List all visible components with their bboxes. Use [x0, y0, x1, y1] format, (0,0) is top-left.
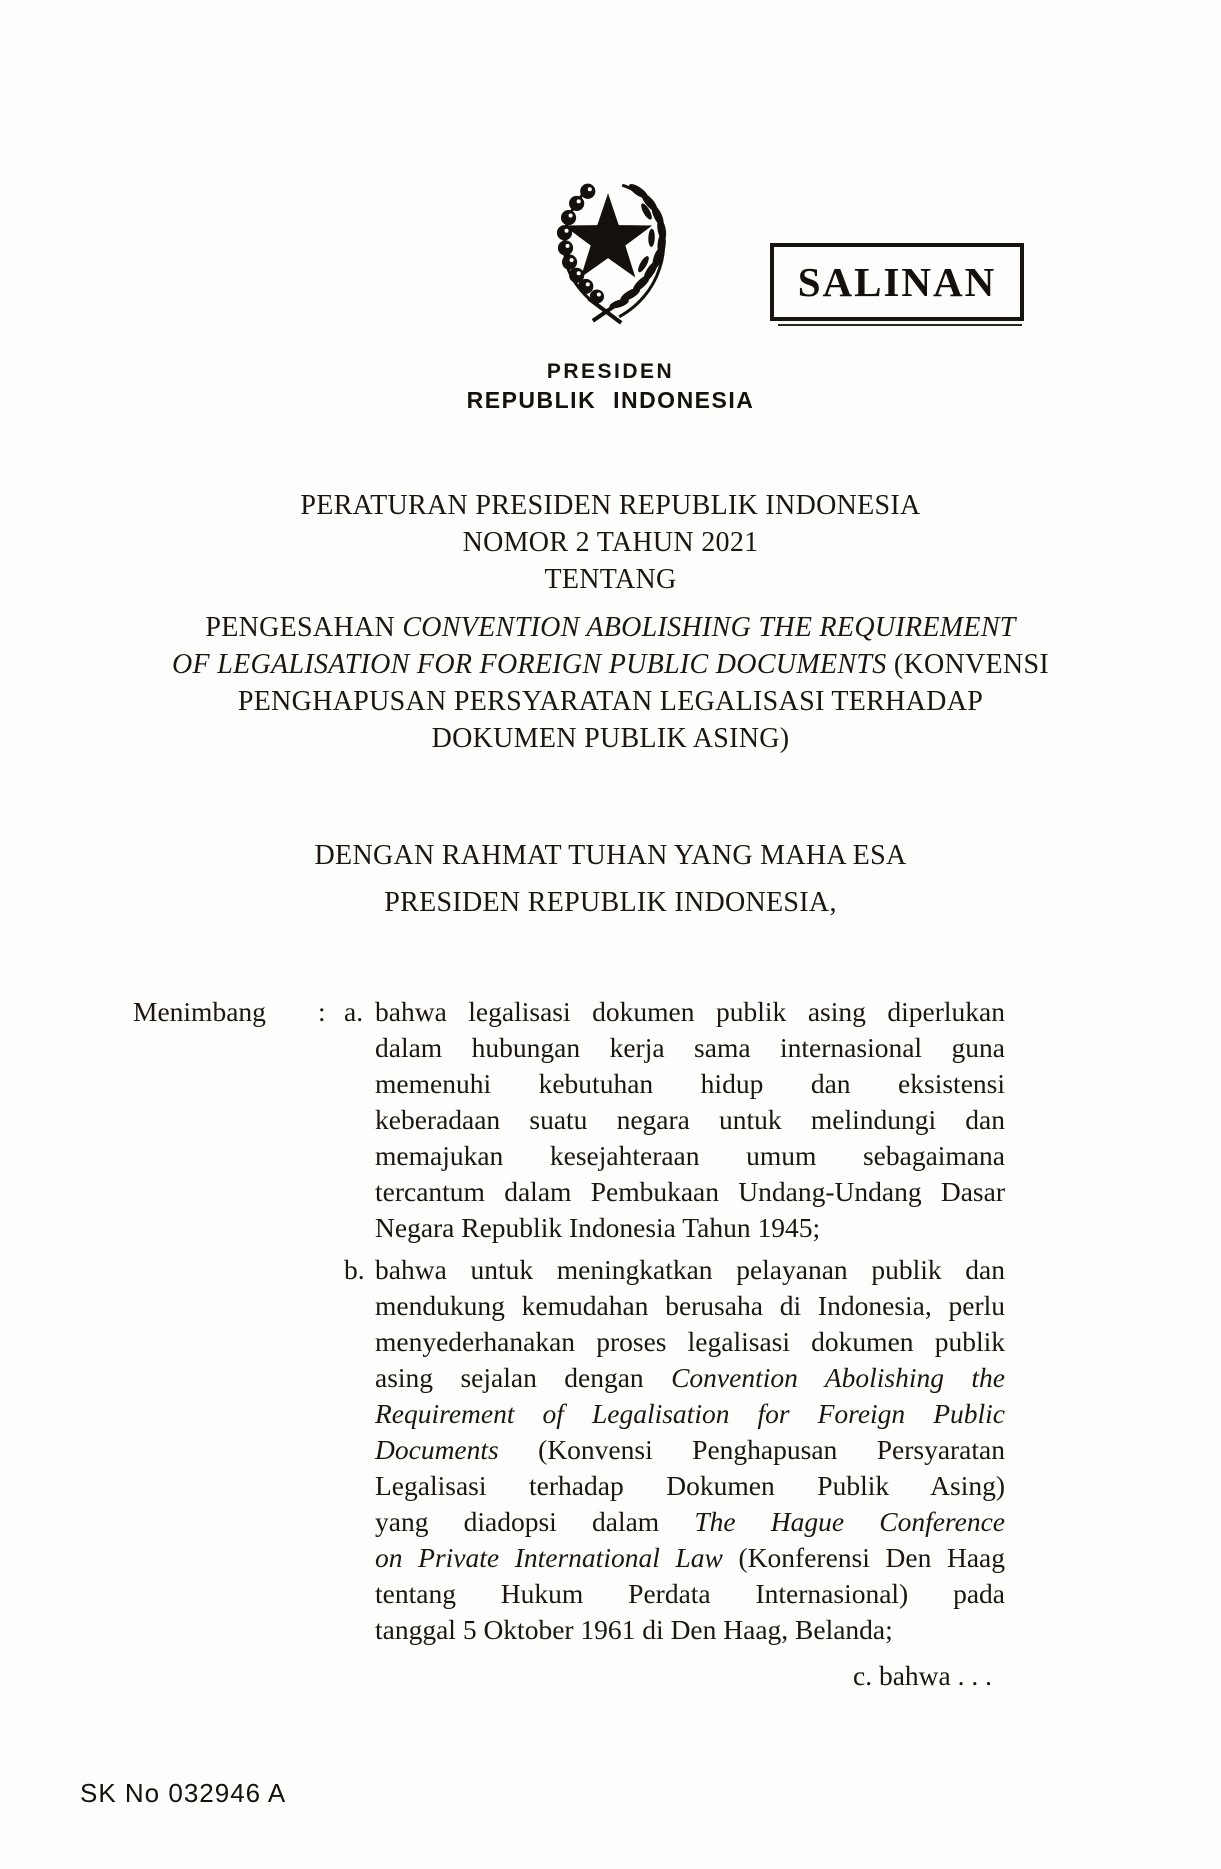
text-segment: asing sejalan dengan	[375, 1362, 672, 1393]
text-segment: (Konferensi Den Haag	[722, 1542, 1005, 1573]
title-block	[0, 487, 1221, 757]
text-segment: Legalisasi terhadap Dokumen Publik Asing)	[375, 1470, 1005, 1501]
text-line	[375, 1360, 1005, 1396]
italic-segment: Convention Abolishing the	[671, 1362, 1005, 1393]
text-line	[375, 1174, 1005, 1210]
text-segment: menyederhanakan proses legalisasi dokumen publik	[375, 1326, 1005, 1357]
text-line	[375, 1324, 1005, 1360]
text-segment: dalam hubungan kerja sama internasional guna	[375, 1032, 1005, 1063]
text-segment: (KONVENSI	[886, 649, 1049, 680]
text-segment: bahwa untuk meningkatkan pelayanan publik dan	[375, 1254, 1005, 1285]
considerans-separator: :	[318, 996, 326, 1027]
italic-segment: OF LEGALISATION FOR FOREIGN PUBLIC DOCUMENTS	[172, 649, 887, 680]
text-line	[375, 1504, 1005, 1540]
text-line	[375, 1612, 1005, 1648]
text-line	[375, 1066, 1005, 1102]
text-line	[375, 1432, 1005, 1468]
letterhead-republik-indonesia: REPUBLIK INDONESIA	[466, 387, 755, 413]
salinan-stamp-label: SALINAN	[797, 259, 997, 305]
text-line	[0, 683, 1221, 720]
letterhead-presiden: PRESIDEN	[546, 360, 675, 383]
preamble	[0, 832, 1221, 926]
authority-line: PRESIDEN REPUBLIK INDONESIA,	[384, 887, 837, 918]
text-segment: PERATURAN PRESIDEN REPUBLIK INDONESIA	[300, 490, 921, 521]
text-line	[0, 524, 1221, 561]
salinan-stamp	[770, 243, 1024, 321]
catchword: c. bahwa . . .	[853, 1660, 992, 1691]
text-line	[375, 994, 1005, 1030]
text-line	[0, 609, 1221, 646]
item-marker: b.	[344, 1254, 365, 1285]
text-line	[375, 1252, 1005, 1288]
text-line	[375, 1030, 1005, 1066]
item-text	[375, 1252, 1005, 1648]
text-segment: memajukan kesejahteraan umum sebagaimana	[375, 1140, 1005, 1171]
text-line	[375, 1102, 1005, 1138]
state-emblem-icon	[524, 166, 688, 338]
italic-segment: The Hague Conference	[694, 1506, 1005, 1537]
text-line	[0, 561, 1221, 598]
considerans-label: Menimbang	[133, 996, 266, 1027]
text-line	[0, 720, 1221, 757]
text-segment: DOKUMEN PUBLIK ASING)	[431, 723, 790, 754]
text-line	[0, 487, 1221, 524]
text-segment: tanggal 5 Oktober 1961 di Den Haag, Belanda;	[375, 1614, 893, 1645]
sk-number: SK No 032946 A	[80, 1778, 287, 1808]
crossed-stems-icon	[589, 299, 625, 323]
text-line	[375, 1396, 1005, 1432]
considerans-section	[133, 994, 1013, 1648]
text-segment: PENGHAPUSAN PERSYARATAN LEGALISASI TERHADAP	[237, 686, 984, 717]
italic-segment: on Private International Law	[375, 1542, 723, 1573]
considerans-item	[344, 994, 1005, 1246]
text-line	[375, 1576, 1005, 1612]
text-line	[375, 1138, 1005, 1174]
text-segment: Negara Republik Indonesia Tahun 1945;	[375, 1212, 821, 1243]
italic-segment: Requirement of Legalisation for Foreign Public	[375, 1398, 1005, 1429]
text-line	[375, 1468, 1005, 1504]
text-segment: memenuhi kebutuhan hidup dan eksistensi	[375, 1068, 1005, 1099]
text-segment: NOMOR 2 TAHUN 2021	[462, 527, 759, 558]
italic-segment: CONVENTION ABOLISHING THE REQUIREMENT	[402, 612, 1016, 643]
italic-segment: Documents	[375, 1434, 499, 1465]
text-line	[375, 1540, 1005, 1576]
considerans-items	[344, 994, 1005, 1648]
text-segment: tentang Hukum Perdata Internasional) pada	[375, 1578, 1005, 1609]
text-segment: keberadaan suatu negara untuk melindungi dan	[375, 1104, 1005, 1135]
text-segment: bahwa legalisasi dokumen publik asing diperlukan	[375, 996, 1005, 1027]
text-segment: yang diadopsi dalam	[375, 1506, 695, 1537]
text-segment: (Konvensi Penghapusan Persyaratan	[498, 1434, 1005, 1465]
text-segment: mendukung kemudahan berusaha di Indonesia, perlu	[375, 1290, 1005, 1321]
invocation-line: DENGAN RAHMAT TUHAN YANG MAHA ESA	[314, 840, 907, 871]
letterhead	[0, 360, 1221, 414]
text-segment: PENGESAHAN	[205, 612, 403, 643]
text-line	[0, 646, 1221, 683]
text-line	[375, 1288, 1005, 1324]
text-line	[375, 1210, 1005, 1246]
item-text	[375, 994, 1005, 1246]
text-segment: TENTANG	[544, 564, 677, 595]
item-marker: a.	[344, 996, 364, 1027]
considerans-item	[344, 1252, 1005, 1648]
text-segment: tercantum dalam Pembukaan Undang-Undang Dasar	[375, 1176, 1005, 1207]
